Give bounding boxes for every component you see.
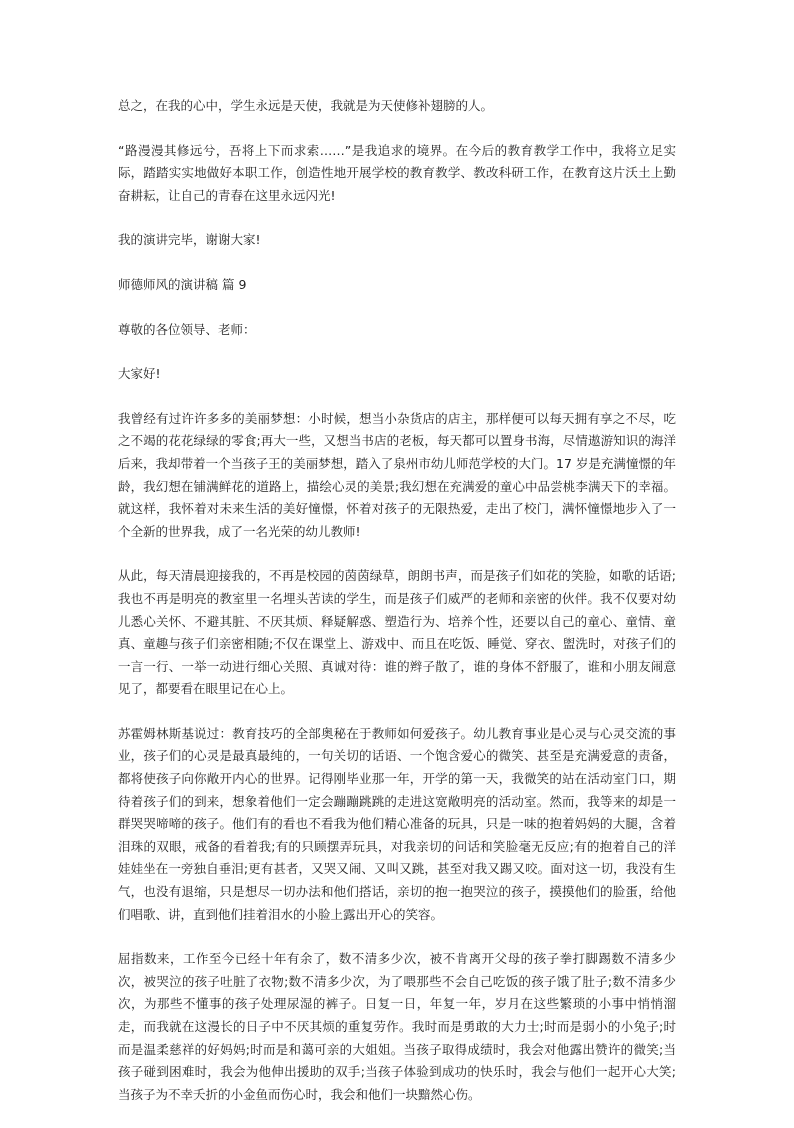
paragraph-conclusion: 总之，在我的心中，学生永远是天使，我就是为天使修补翅膀的人。 xyxy=(118,98,494,113)
paragraph-daily-life: 从此，每天清晨迎接我的，不再是校园的茵茵绿草，朗朗书声，而是孩子们如花的笑脸，如歌的话语;我也不再是明亮的教室里一名埋头苦读的学生，而是孩子们威严的老师和亲密的伙伴。我不仅要对幼儿悉心关怀、不避其脏、不厌其烦、释疑解惑、塑造行为、培养个性，还要以自己的童心、童情、童真、童趣与孩子们亲密相随;不仅在课堂上、游戏中、而且在吃饭、睡觉、穿衣、盥洗时，对孩子们的一言一行、一举一动进行细心关照、真诚对待：谁的辫子散了，谁的身体不舒服了，谁和小朋友闹意见了，都要看在眼里记在心上。 xyxy=(118,568,676,697)
paragraph-closing: 我的演讲完毕，谢谢大家! xyxy=(118,232,261,248)
document-page xyxy=(118,95,676,1128)
paragraph-sukhomlinsky: 苏霍姆林斯基说过：教育技巧的全部奥秘在于教师如何爱孩子。幼儿教育事业是心灵与心灵交流的事业，孩子们的心灵是最真最纯的，一句关切的话语、一个饱含爱心的微笑、甚至是充满爱意的责备，都将使孩子向你敞开内心的世界。记得刚毕业那一年，开学的第一天，我微笑的站在活动室门口，期待着孩子们的到来，想象着他们一定会蹦蹦跳跳的走进这宽敞明亮的活动室。然而，我等来的却是一群哭哭啼啼的孩子。他们有的看也不看我为他们精心准备的玩具，只是一味的抱着妈妈的大腿，含着泪珠的双眼，戒备的看着我;有的只顾摆弄玩具，对我亲切的问话和笑脸毫无反应;有的抱着自己的洋娃娃坐在一旁独自垂泪;更有甚者，又哭又闹、又叫又跳，甚至对我又踢又咬。面对这一切，我没有生气，也没有退缩，只是想尽一切办法和他们搭话，亲切的抱一抱哭泣的孩子，摸摸他们的脸蛋，给他们唱歌、讲，直到他们挂着泪水的小脸上露出开心的笑容。 xyxy=(118,725,676,922)
section-heading: 师德师风的演讲稿 篇 9 xyxy=(118,276,247,292)
paragraph-dreams: 我曾经有过许许多多的美丽梦想：小时候，想当小杂货店的店主，那样便可以每天拥有享之不尽，吃之不竭的花花绿绿的零食;再大一些，又想当书店的老板，每天都可以置身书海，尽情遨游知识的海洋后来，我却带着一个当孩子王的美丽梦想，踏入了泉州市幼儿师范学校的大门。17 岁是充满憧憬的年龄，我幻想在铺满鲜花的道路上，描绘心灵的美景;我幻想在充满爱的童心中品尝桃李满天下的幸福。就这样，我怀着对未来生活的美好憧憬，怀着对孩子的无限热爱，走出了校门，满怀憧憬地步入了一个全新的世界我，成了一名光荣的幼儿教师! xyxy=(118,410,676,539)
salutation: 尊敬的各位领导、老师： xyxy=(118,321,256,337)
greeting: 大家好! xyxy=(118,366,161,382)
paragraph-pursuit: “路漫漫其修远兮，吾将上下而求索……”是我追求的境界。在今后的教育教学工作中，我将立足实际，踏踏实实地做好本职工作，创造性地开展学校的教育教学、教改科研工作，在教育这片沃土上勤奋耕耘，让自己的青春在这里永远闪光! xyxy=(118,142,676,203)
paragraph-ten-years: 屈指数来，工作至今已经十年有余了，数不清多少次，被不肯离开父母的孩子拳打脚踢数不清多少次，被哭泣的孩子吐脏了衣物;数不清多少次，为了喂那些不会自己吃饭的孩子饿了肚子;数不清多少次，为那些不懂事的孩子处理尿湿的裤子。日复一日，年复一年，岁月在这些繁琐的小事中悄悄溜走，而我就在这漫长的日子中不厌其烦的重复劳作。我时而是勇敢的大力士;时而是弱小的小兔子;时而是温柔慈祥的好妈妈;时而是和蔼可亲的大姐姐。当孩子取得成绩时，我会对他露出赞许的微笑;当孩子碰到困难时，我会为他伸出援助的双手;当孩子体验到成功的快乐时，我会与他们一起开心大笑;当孩子为不幸夭折的小金鱼而伤心时，我会和他们一块黯然心伤。 xyxy=(118,951,676,1102)
